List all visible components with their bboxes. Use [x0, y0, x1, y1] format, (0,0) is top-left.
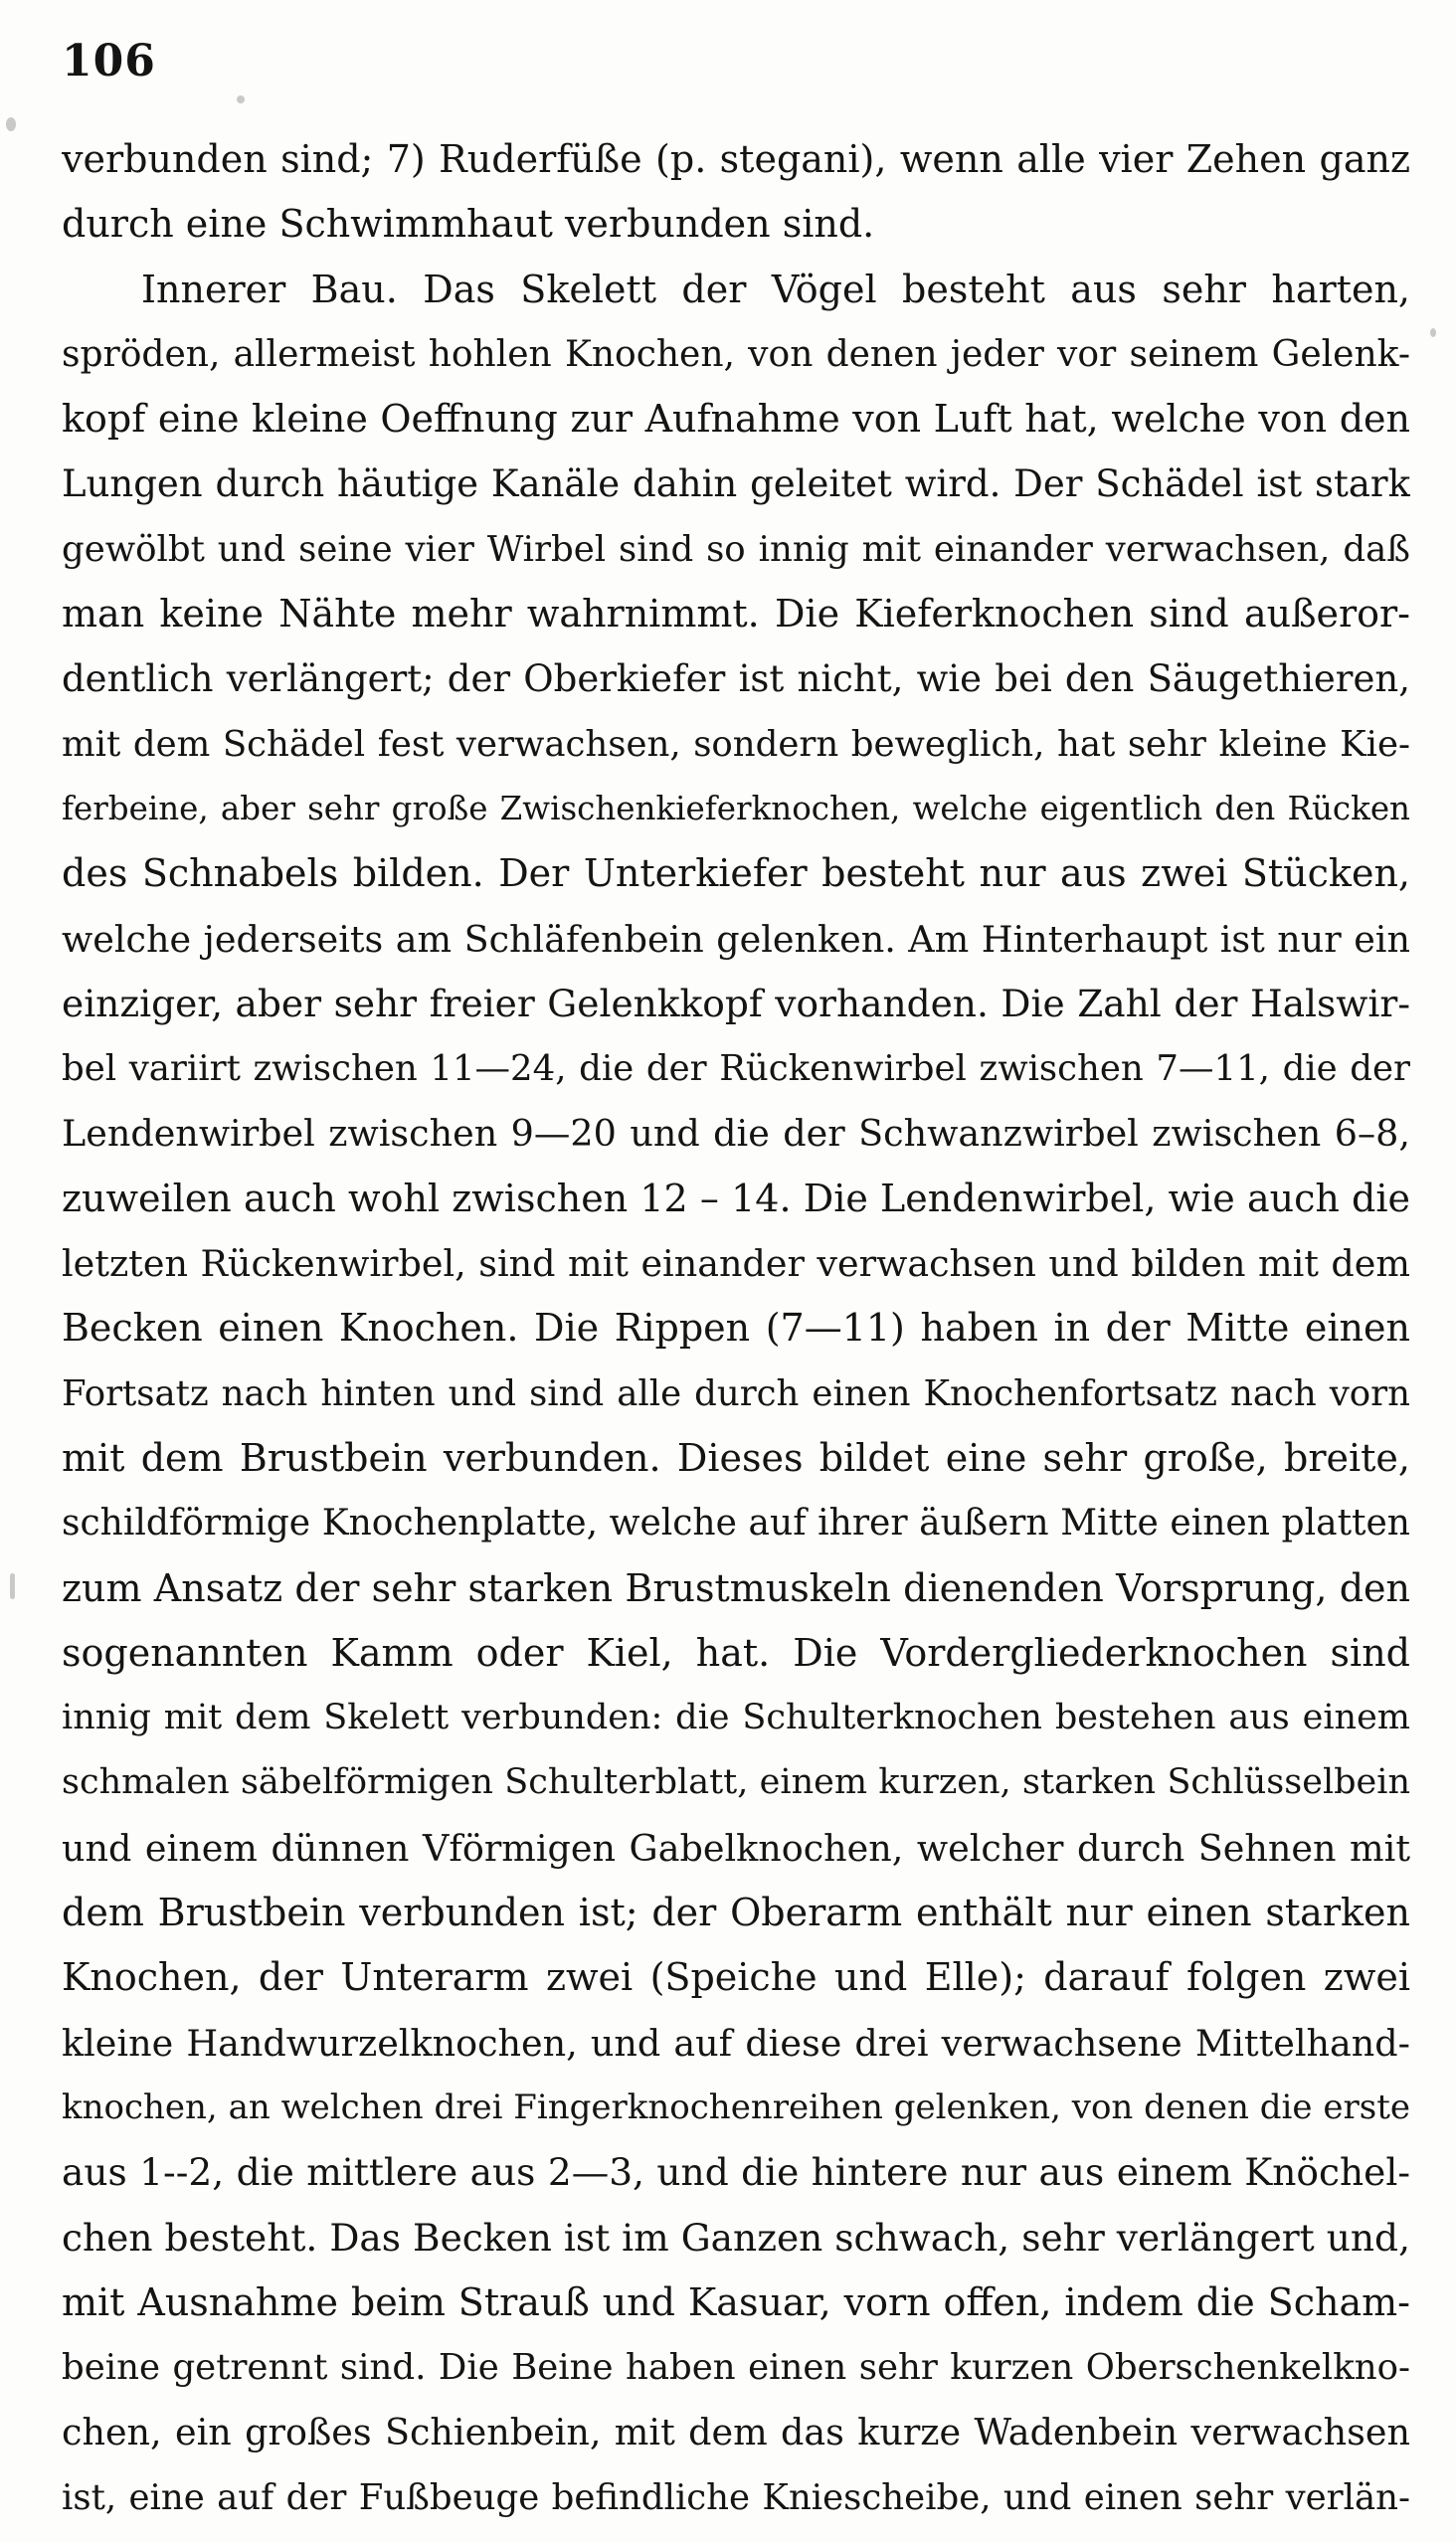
- text-line: mit dem Brustbein verbunden. Dieses bildet eine sehr große, breite,: [62, 1435, 1410, 1480]
- text-line: chen, ein großes Schienbein, mit dem das kurze Wadenbein verwachsen: [62, 2411, 1410, 2454]
- text-line: zum Ansatz der sehr starken Brustmuskeln dienenden Vorsprung, den: [62, 1565, 1410, 1610]
- text-line: ist, eine auf der Fußbeuge befindliche Kniescheibe, und einen sehr verlän-: [62, 2476, 1410, 2518]
- text-line: mit Ausnahme beim Strauß und Kasuar, vorn offen, indem die Scham-: [62, 2279, 1410, 2324]
- text-line: des Schnabels bilden. Der Unterkiefer besteht nur aus zwei Stücken,: [62, 851, 1410, 896]
- text-line: dentlich verlängert; der Oberkiefer ist nicht, wie bei den Säugethieren,: [62, 657, 1410, 701]
- text-line: ferbeine, aber sehr große Zwischenkieferknochen, welche eigentlich den Rücken: [62, 789, 1410, 827]
- text-line: welche jederseits am Schläfenbein gelenken. Am Hinterhaupt ist nur ein: [62, 917, 1410, 961]
- text-line: Knochen, der Unterarm zwei (Speiche und Elle); darauf folgen zwei: [62, 1955, 1410, 2000]
- text-line: durch eine Schwimmhaut verbunden sind.: [62, 202, 875, 247]
- page-number: 106: [62, 36, 156, 87]
- text-line: verbunden sind; 7) Ruderfüße (p. stegani), wenn alle vier Zehen ganz: [62, 137, 1410, 181]
- text-line: Lendenwirbel zwischen 9—20 und die der Schwanzwirbel zwischen 6–8,: [62, 1112, 1410, 1156]
- text-line: gewölbt und seine vier Wirbel sind so innig mit einander verwachsen, daß: [62, 528, 1410, 570]
- text-line: schmalen säbelförmigen Schulterblatt, einem kurzen, starken Schlüsselbein: [62, 1762, 1410, 1803]
- text-line: man keine Nähte mehr wahrnimmt. Die Kieferknochen sind außeror-: [62, 592, 1410, 636]
- paper-speck: [1430, 328, 1436, 337]
- text-line: letzten Rückenwirbel, sind mit einander verwachsen und bilden mit dem: [62, 1242, 1410, 1286]
- paper-speck: [237, 95, 245, 103]
- body-text: [62, 127, 1410, 2530]
- text-line: Lungen durch häutige Kanäle dahin geleitet wird. Der Schädel ist stark: [62, 462, 1410, 506]
- text-line: Innerer Bau. Das Skelett der Vögel besteht aus sehr harten,: [141, 267, 1410, 311]
- text-line: beine getrennt sind. Die Beine haben einen sehr kurzen Oberschenkelkno-: [62, 2347, 1410, 2389]
- text-line: sogenannten Kamm oder Kiel, hat. Die Vordergliederknochen sind: [62, 1630, 1410, 1675]
- text-line: dem Brustbein verbunden ist; der Oberarm enthält nur einen starken: [62, 1891, 1410, 1935]
- text-line: spröden, allermeist hohlen Knochen, von denen jeder vor seinem Gelenk-: [62, 333, 1410, 375]
- text-line: kleine Handwurzelknochen, und auf diese drei verwachsene Mittelhand-: [62, 2021, 1410, 2065]
- text-line: knochen, an welchen drei Fingerknochenreihen gelenken, von denen die erste: [62, 2087, 1410, 2127]
- text-line: chen besteht. Das Becken ist im Ganzen schwach, sehr verlängert und,: [62, 2215, 1410, 2260]
- text-line: schildförmige Knochenplatte, welche auf ihrer äußern Mitte einen platten: [62, 1503, 1410, 1544]
- text-line: innig mit dem Skelett verbunden: die Schulterknochen bestehen aus einem: [62, 1698, 1410, 1738]
- text-line: mit dem Schädel fest verwachsen, sondern beweglich, hat sehr kleine Kie-: [62, 723, 1410, 765]
- text-line: Fortsatz nach hinten und sind alle durch einen Knochenfortsatz nach vorn: [62, 1372, 1410, 1414]
- text-line: kopf eine kleine Oeffnung zur Aufnahme von Luft hat, welche von den: [62, 397, 1410, 442]
- paper-speck: [6, 117, 16, 131]
- text-line: und einem dünnen Vförmigen Gabelknochen, welcher durch Sehnen mit: [62, 1826, 1410, 1870]
- text-line: einziger, aber sehr freier Gelenkkopf vorhanden. Die Zahl der Halswir-: [62, 981, 1410, 1025]
- text-line: zuweilen auch wohl zwischen 12 – 14. Die Lendenwirbel, wie auch die: [62, 1176, 1410, 1220]
- text-line: aus 1--2, die mittlere aus 2—3, und die hintere nur aus einem Knöchel-: [62, 2150, 1410, 2195]
- text-line: bel variirt zwischen 11—24, die der Rückenwirbel zwischen 7—11, die der: [62, 1048, 1410, 1090]
- text-line: Becken einen Knochen. Die Rippen (7—11) haben in der Mitte einen: [62, 1306, 1410, 1351]
- paper-speck: [10, 1573, 15, 1599]
